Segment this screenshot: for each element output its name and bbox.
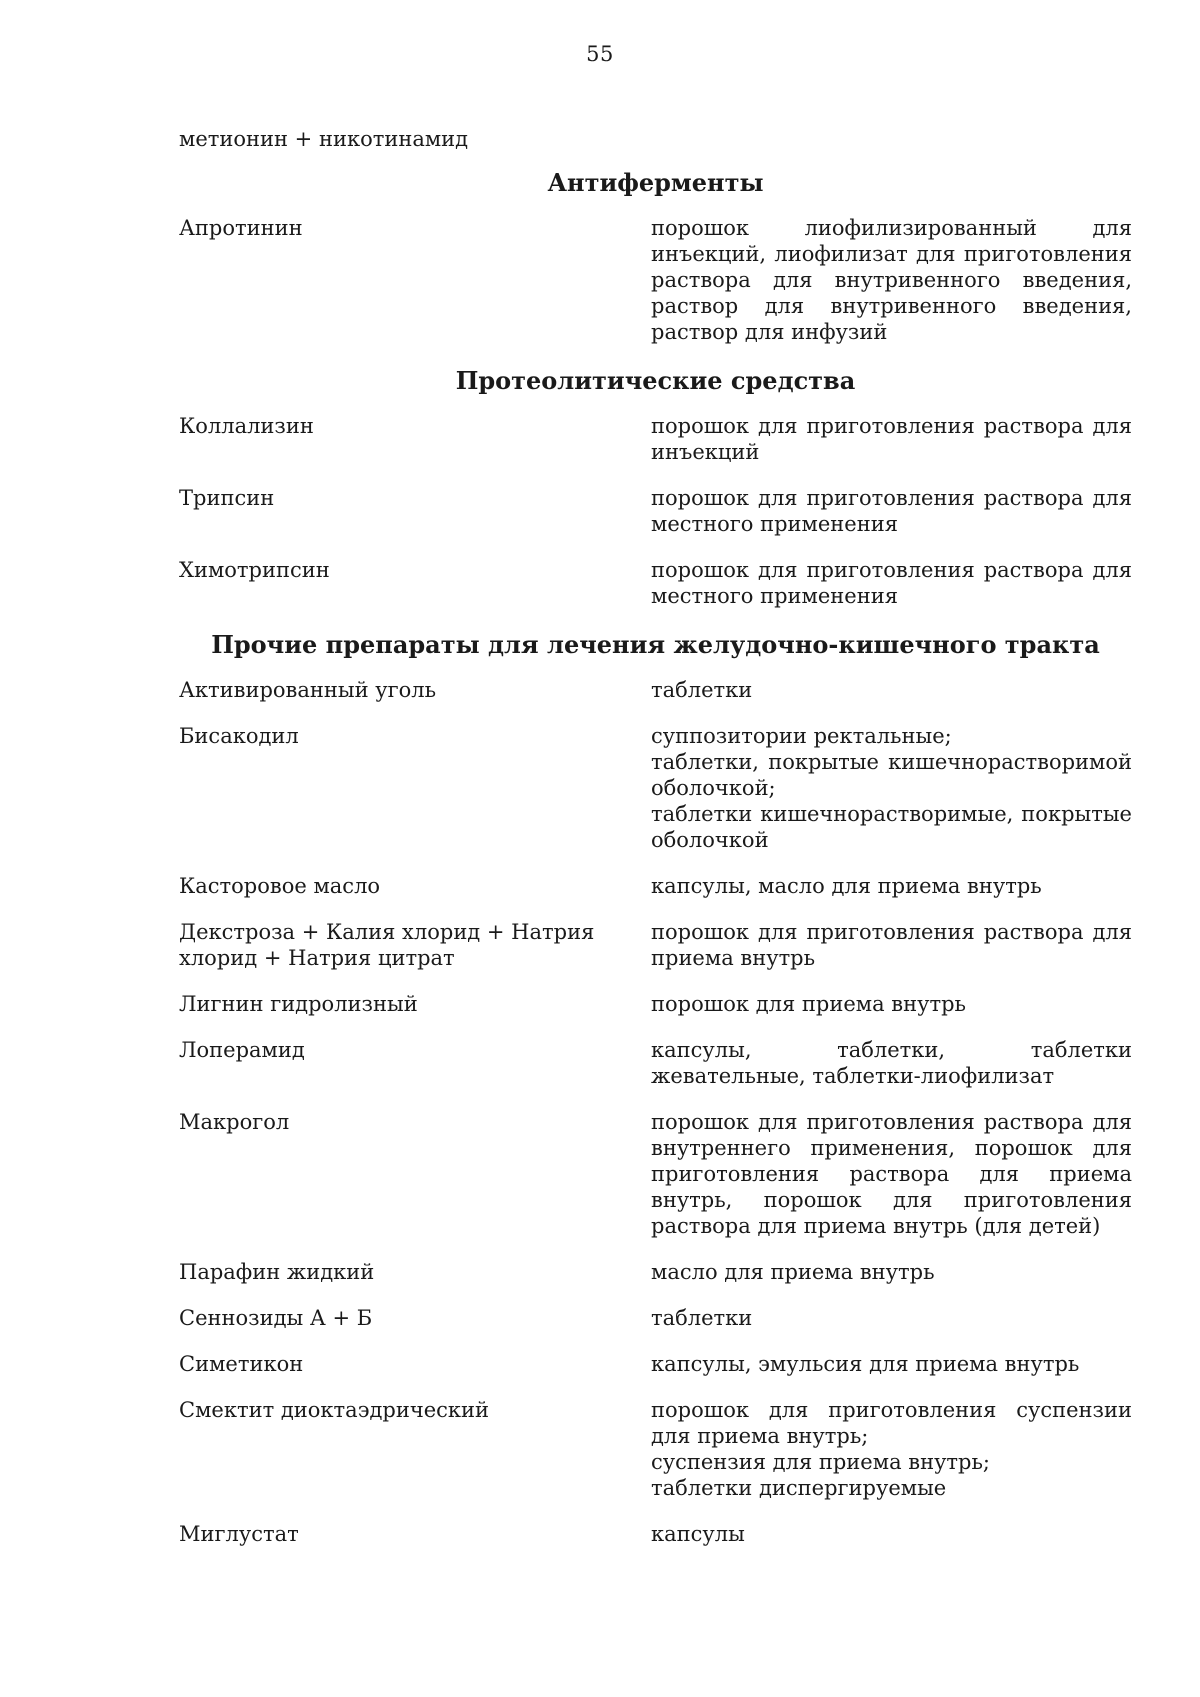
dosage-form: таблетки — [651, 678, 753, 702]
table-row — [179, 1259, 1132, 1285]
table-row — [179, 677, 1132, 703]
table-row — [179, 215, 1132, 345]
dosage-form: капсулы, масло для приема внутрь — [651, 874, 1042, 898]
table-row — [179, 1109, 1132, 1239]
drug-name: Апротинин — [179, 216, 303, 240]
dosage-form: капсулы, эмульсия для приема внутрь — [651, 1352, 1080, 1376]
table-row — [179, 1397, 1132, 1501]
table-row — [179, 991, 1132, 1017]
drug-name: Бисакодил — [179, 724, 299, 748]
drug-name: Химотрипсин — [179, 558, 330, 582]
dosage-form: порошок для приема внутрь — [651, 992, 966, 1016]
table-row — [179, 413, 1132, 465]
dosage-form: порошок для приготовления раствора для местного применения — [651, 558, 1132, 608]
section-heading-proteolytic: Протеолитические средства — [455, 366, 856, 395]
dosage-form: масло для приема внутрь — [651, 1260, 935, 1284]
dosage-form: порошок для приготовления раствора для внутреннего применения, порошок для приготовления раствора для приема внутрь, порошок для приготовления раствора для приема внутрь (для детей) — [651, 1110, 1132, 1238]
table-row — [179, 723, 1132, 853]
dosage-form: порошок для приготовления раствора для инъекций — [651, 414, 1132, 464]
section-heading-other-gi: Прочие препараты для лечения желудочно-кишечного тракта — [211, 630, 1100, 659]
continued-entry: метионин + никотинамид — [179, 127, 469, 151]
dosage-form: порошок для приготовления раствора для местного применения — [651, 486, 1132, 536]
table-row — [179, 1521, 1132, 1547]
drug-name: Смектит диоктаэдрический — [179, 1398, 490, 1422]
drug-name: Сеннозиды А + Б — [179, 1306, 373, 1330]
drug-name: Симетикон — [179, 1352, 304, 1376]
dosage-form: капсулы, таблетки, таблетки жевательные, таблетки-лиофилизат — [651, 1038, 1132, 1088]
dosage-form: суппозитории ректальные; таблетки, покрытые кишечнорастворимой оболочкой; таблетки кишечнорастворимые, покрытые оболочкой — [651, 724, 1132, 852]
dosage-form: порошок для приготовления суспензии для приема внутрь; суспензия для приема внутрь; таблетки диспергируемые — [651, 1398, 1132, 1500]
table-row — [179, 1037, 1132, 1089]
dosage-form: капсулы — [651, 1522, 745, 1546]
drug-name: Лоперамид — [179, 1038, 305, 1062]
drug-name: Макрогол — [179, 1110, 290, 1134]
table-row — [179, 1351, 1132, 1377]
dosage-form: порошок лиофилизированный для инъекций, лиофилизат для приготовления раствора для внутривенного введения, раствор для внутривенного введения, раствор для инфузий — [651, 216, 1132, 344]
table-row — [179, 873, 1132, 899]
page-number: 55 — [586, 42, 614, 66]
dosage-form: таблетки — [651, 1306, 753, 1330]
drug-name: Касторовое масло — [179, 874, 381, 898]
drug-name: Миглустат — [179, 1522, 299, 1546]
drug-name: Декстроза + Калия хлорид + Натрия хлорид + Натрия цитрат — [179, 920, 595, 970]
drug-name: Коллализин — [179, 414, 314, 438]
table-row — [179, 557, 1132, 609]
drug-name: Трипсин — [179, 486, 275, 510]
drug-name: Лигнин гидролизный — [179, 992, 418, 1016]
drug-name: Парафин жидкий — [179, 1260, 375, 1284]
section-heading-antienzymes: Антиферменты — [547, 168, 764, 197]
drug-name: Активированный уголь — [179, 678, 437, 702]
dosage-form: порошок для приготовления раствора для приема внутрь — [651, 920, 1132, 970]
table-row — [179, 1305, 1132, 1331]
table-row — [179, 485, 1132, 537]
drug-list — [179, 126, 1132, 1567]
table-row — [179, 919, 1132, 971]
